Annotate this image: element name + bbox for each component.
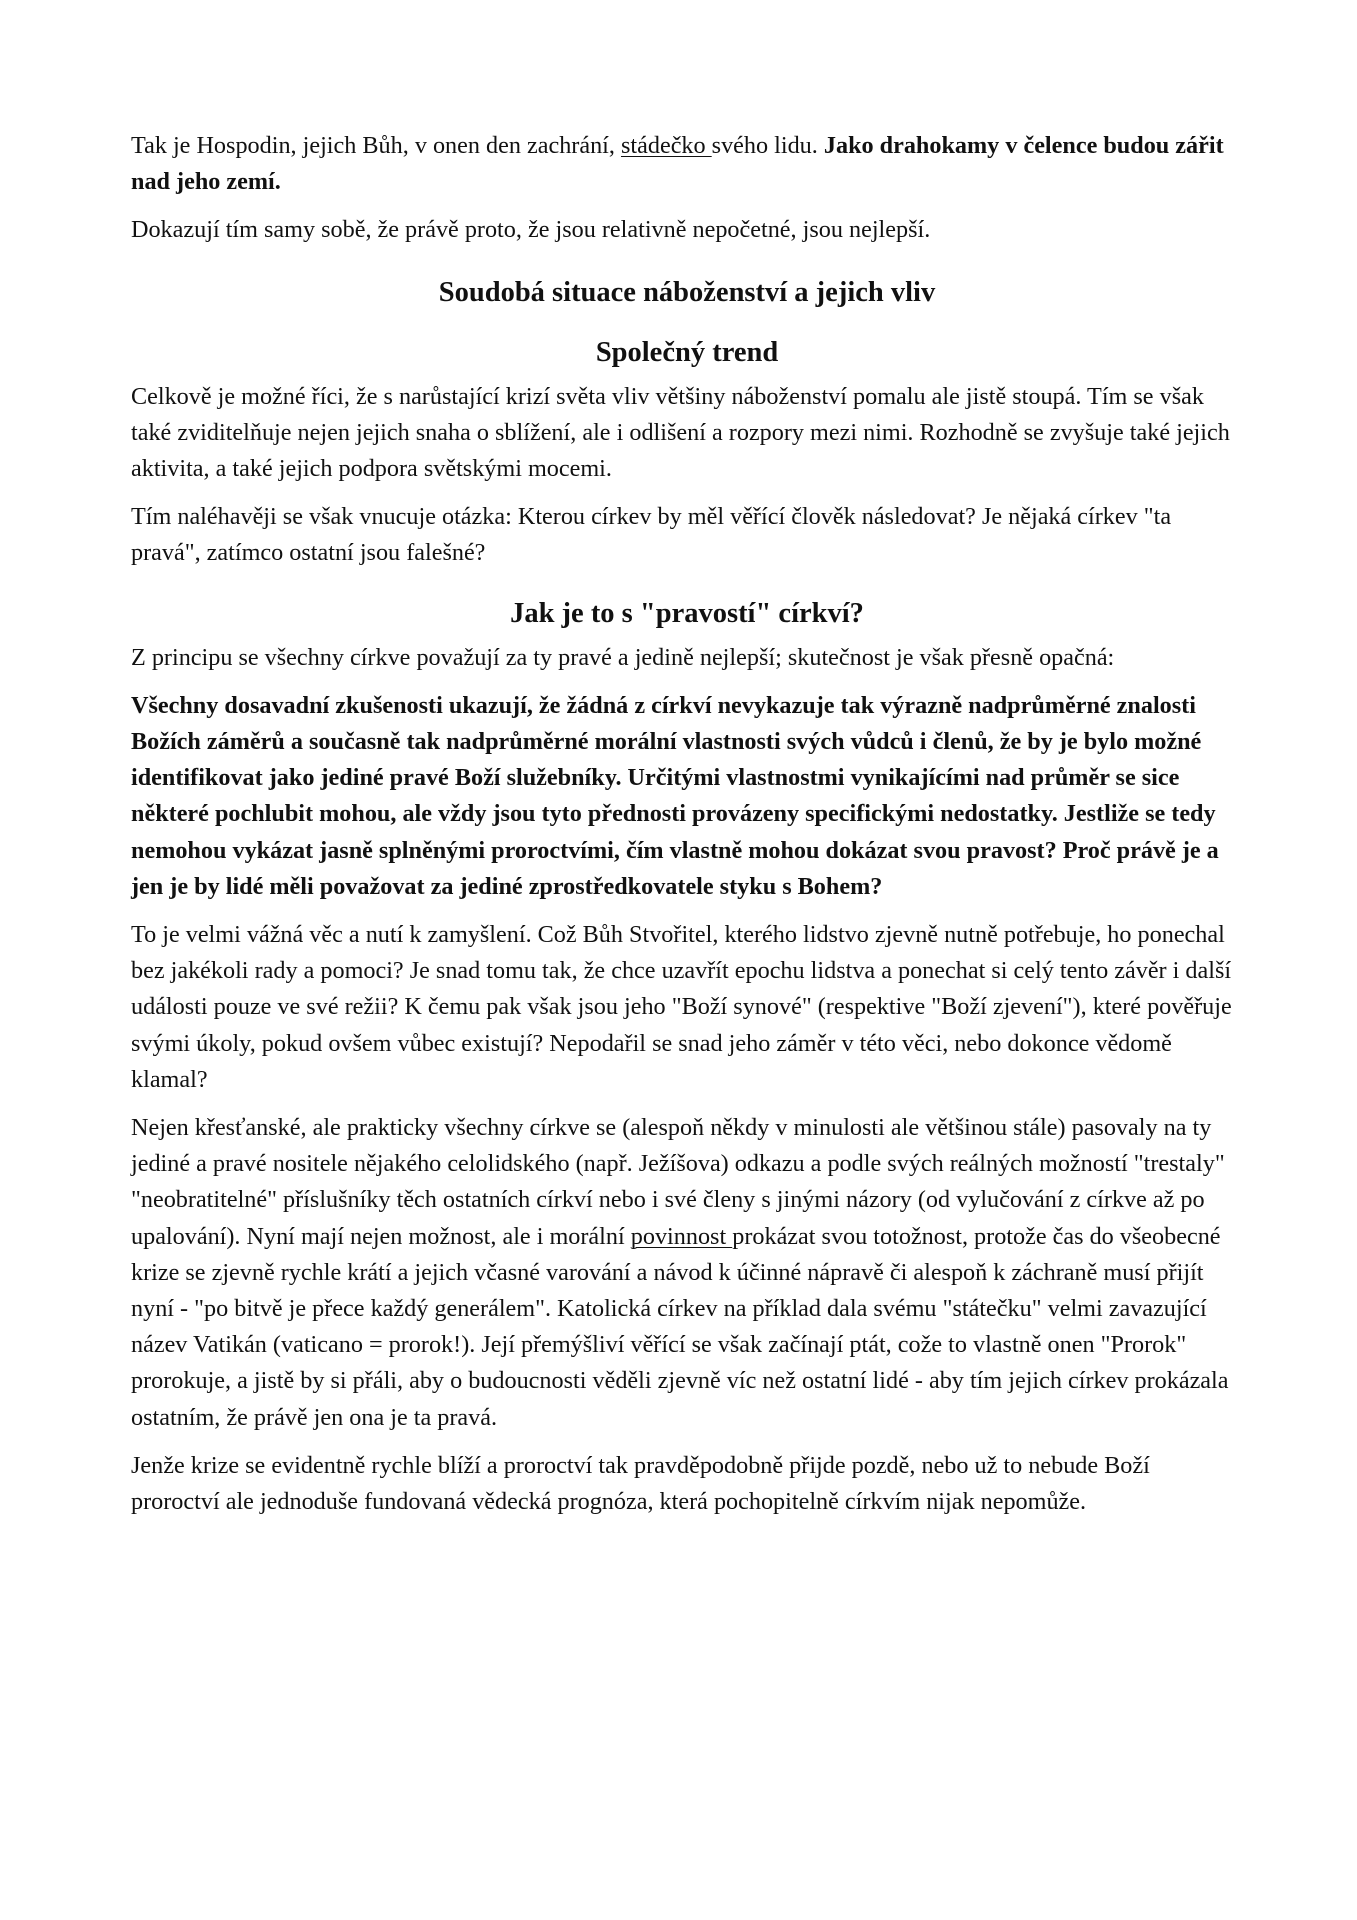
authenticity-bold-paragraph: Všechny dosavadní zkušenosti ukazují, že žádná z církví nevykazuje tak výrazně nadprůměrné znalosti Božích záměrů a současně tak nadprůměrné morální vlastnosti svých vůdců i členů, že by je bylo možné identifikovat jako jediné pravé Boží služebníky. Určitými vlastnostmi vynikajícími nad průměr se sice některé pochlubit mohou, ale vždy jsou tyto přednosti provázeny specifickými nedostatky. Jestliže se tedy nemohou vykázat jasně splněnými proroctvími, čím vlastně mohou dokázat svou pravost? Proč právě je a jen je by lidé měli považovat za jediné zprostředkovatele styku s Bohem? xyxy=(131,691,1219,900)
authenticity-heading: Jak je to s "pravostí" církví? xyxy=(510,597,864,629)
intro-bold-sentence: Jako drahokamy v čelence budou zářit nad jeho zemí. xyxy=(131,132,1224,196)
underlined-word-povinnost: povinnost xyxy=(630,1222,733,1250)
intro-paragraph-1 xyxy=(131,128,1243,200)
authenticity-paragraph-5: Jenže krize se evidentně rychle blíží a proroctví tak pravděpodobně přijde pozdě, nebo už to nebude Boží proroctví ale jednoduše fundovaná vědecká prognóza, která pochopitelně církvím nijak nepomůže. xyxy=(131,1451,1150,1516)
authenticity-paragraph-3: To je velmi vážná věc a nutí k zamyšlení. Což Bůh Stvořitel, kterého lidstvo zjevně nutně potřebuje, ho ponechal bez jakékoli rady a pomoci? Je snad tomu tak, že chce uzavřít epochu lidstva a ponechat si celý tento závěr i další události pouze ve své režii? K čemu pak však jsou jeho "Boží synové" (respektive "Boží zjevení"), které pověřuje svými úkoly, pokud ovšem vůbec existují? Nepodařil se snad jeho záměr v této věci, nebo dokonce vědomě klamal? xyxy=(131,921,1232,1093)
paragraph-4-text: Nejen křesťanské, ale prakticky všechny církve se (alespoň někdy v minulosti ale většinou stále) pasovaly na ty jediné a pravé nositele nějakého celolidského (např. Ježíšova) odkazu a podle svých reálných možností "trestaly" "neobratitelné" příslušníky těch ostatních církví nebo i své členy s jinými názory (od vylučování z církve až po upalování). Nyní mají nejen možnost, ale i morální xyxy=(131,1114,1225,1250)
underlined-word-stadecko: stádečko xyxy=(621,132,712,159)
document-page xyxy=(131,128,1243,1520)
authenticity-paragraph-1: Z principu se všechny církve považují za ty pravé a jedině nejlepší; skutečnost je však přesně opačná: xyxy=(131,643,1115,671)
trend-paragraph-1: Celkově je možné říci, že s narůstající krizí světa vliv většiny náboženství pomalu ale jistě stoupá. Tím se však také zviditelňuje nejen jejich snaha o sblížení, ale i odlišení a rozpory mezi nimi. Rozhodně se zvyšuje také jejich aktivita, a také jejich podpora světskými mocemi. xyxy=(131,382,1230,483)
section-title: Soudobá situace náboženství a jejich vliv xyxy=(438,276,936,308)
intro-paragraph-2: Dokazují tím samy sobě, že právě proto, že jsou relativně nepočetné, jsou nejlepší. xyxy=(131,216,931,244)
paragraph-4-text-continued: prokázat svou totožnost, protože čas do všeobecné krize se zjevně rychle krátí a jejich včasné varování a návod k účinné nápravě či alespoň k záchraně musí přijít nyní - "po bitvě je přece každý generálem". Katolická církev na příklad dala svému "státečku" velmi zavazující název Vatikán (vaticano = prorok!). Její přemýšliví věřící se však začínají ptát, cože to vlastně onen "Prorok" prorokuje, a jistě by si přáli, aby o budoucnosti věděli zjevně víc než ostatní lidé - aby tím jejich církev prokázala ostatním, že právě jen ona je ta pravá. xyxy=(131,1222,1229,1431)
trend-heading: Společný trend xyxy=(595,336,779,368)
intro-text-continued: svého lidu. xyxy=(711,132,824,159)
intro-text: Tak je Hospodin, jejich Bůh, v onen den zachrání, xyxy=(131,132,621,159)
trend-paragraph-2: Tím naléhavěji se však vnucuje otázka: Kterou církev by měl věřící člověk následovat? Je nějaká církev "ta pravá", zatímco ostatní jsou falešné? xyxy=(131,503,1172,567)
authenticity-paragraph-4 xyxy=(131,1110,1243,1436)
